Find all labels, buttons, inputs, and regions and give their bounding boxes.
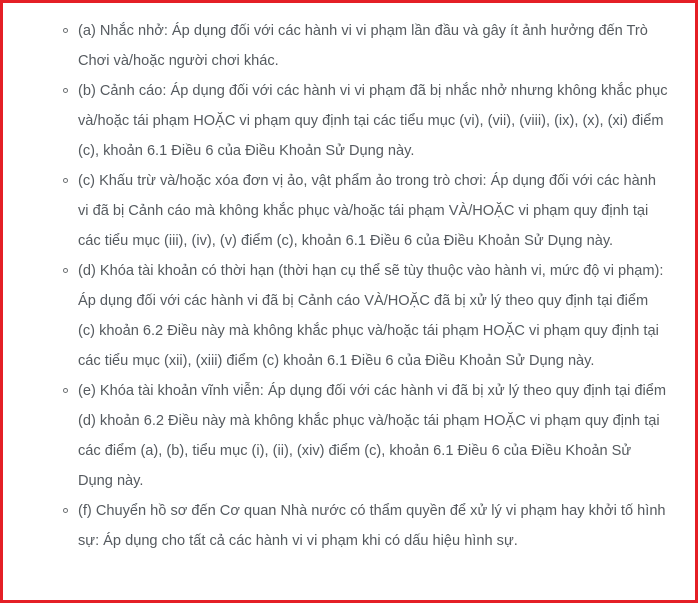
hollow-circle-bullet-icon xyxy=(63,178,68,183)
list-item xyxy=(78,166,668,256)
list-item-text: (b) Cảnh cáo: Áp dụng đối với các hành vi vi phạm đã bị nhắc nhở nhưng không khắc phục và/hoặc tái phạm HOẶC vi phạm quy định tại các tiểu mục (vi), (vii), (viii), (ix), (x), (xi) điểm (c), khoản 6.1 Điều 6 của Điều Khoản Sử Dụng này. xyxy=(78,83,668,159)
hollow-circle-bullet-icon xyxy=(63,508,68,513)
list-item-text: (e) Khóa tài khoản vĩnh viễn: Áp dụng đối với các hành vi đã bị xử lý theo quy định tại điểm (d) khoản 6.2 Điều này mà không khắc phục và/hoặc tái phạm HOẶC vi phạm quy định tại các điểm (a), (b), tiểu mục (i), (ii), (xiv) điểm (c), khoản 6.1 Điều 6 của Điều Khoản Sử Dụng này. xyxy=(78,383,667,489)
hollow-circle-bullet-icon xyxy=(63,268,68,273)
list-item-text: (c) Khấu trừ và/hoặc xóa đơn vị ảo, vật phẩm ảo trong trò chơi: Áp dụng đối với các hành vi đã bị Cảnh cáo mà không khắc phục và/hoặc tái phạm VÀ/HOẶC vi phạm quy định tại các tiểu mục (iii), (iv), (v) điểm (c), khoản 6.1 Điều 6 của Điều Khoản Sử Dụng này. xyxy=(78,173,656,249)
hollow-circle-bullet-icon xyxy=(63,388,68,393)
list-item xyxy=(78,76,668,166)
list-item xyxy=(78,256,668,376)
hollow-circle-bullet-icon xyxy=(63,28,68,33)
list-item-text: (a) Nhắc nhở: Áp dụng đối với các hành vi vi phạm lần đầu và gây ít ảnh hưởng đến Trò Chơi và/hoặc người chơi khác. xyxy=(78,23,648,69)
list-item xyxy=(78,496,668,556)
hollow-circle-bullet-icon xyxy=(63,88,68,93)
list-item xyxy=(78,376,668,496)
list-item-text: (d) Khóa tài khoản có thời hạn (thời hạn cụ thể sẽ tùy thuộc vào hành vi, mức độ vi phạm): Áp dụng đối với các hành vi đã bị Cảnh cáo VÀ/HOẶC đã bị xử lý theo quy định tại điểm (c) khoản 6.2 Điều này mà không khắc phục và/hoặc tái phạm HOẶC vi phạm quy định tại các tiểu mục (xii), (xiii) điểm (c) khoản 6.1 Điều 6 của Điều Khoản Sử Dụng này. xyxy=(78,263,664,369)
list-item-text: (f) Chuyển hồ sơ đến Cơ quan Nhà nước có thẩm quyền để xử lý vi phạm hay khởi tố hình sự: Áp dụng cho tất cả các hành vi vi phạm khi có dấu hiệu hình sự. xyxy=(78,503,666,549)
sanctions-list xyxy=(78,16,668,556)
list-item xyxy=(78,16,668,76)
